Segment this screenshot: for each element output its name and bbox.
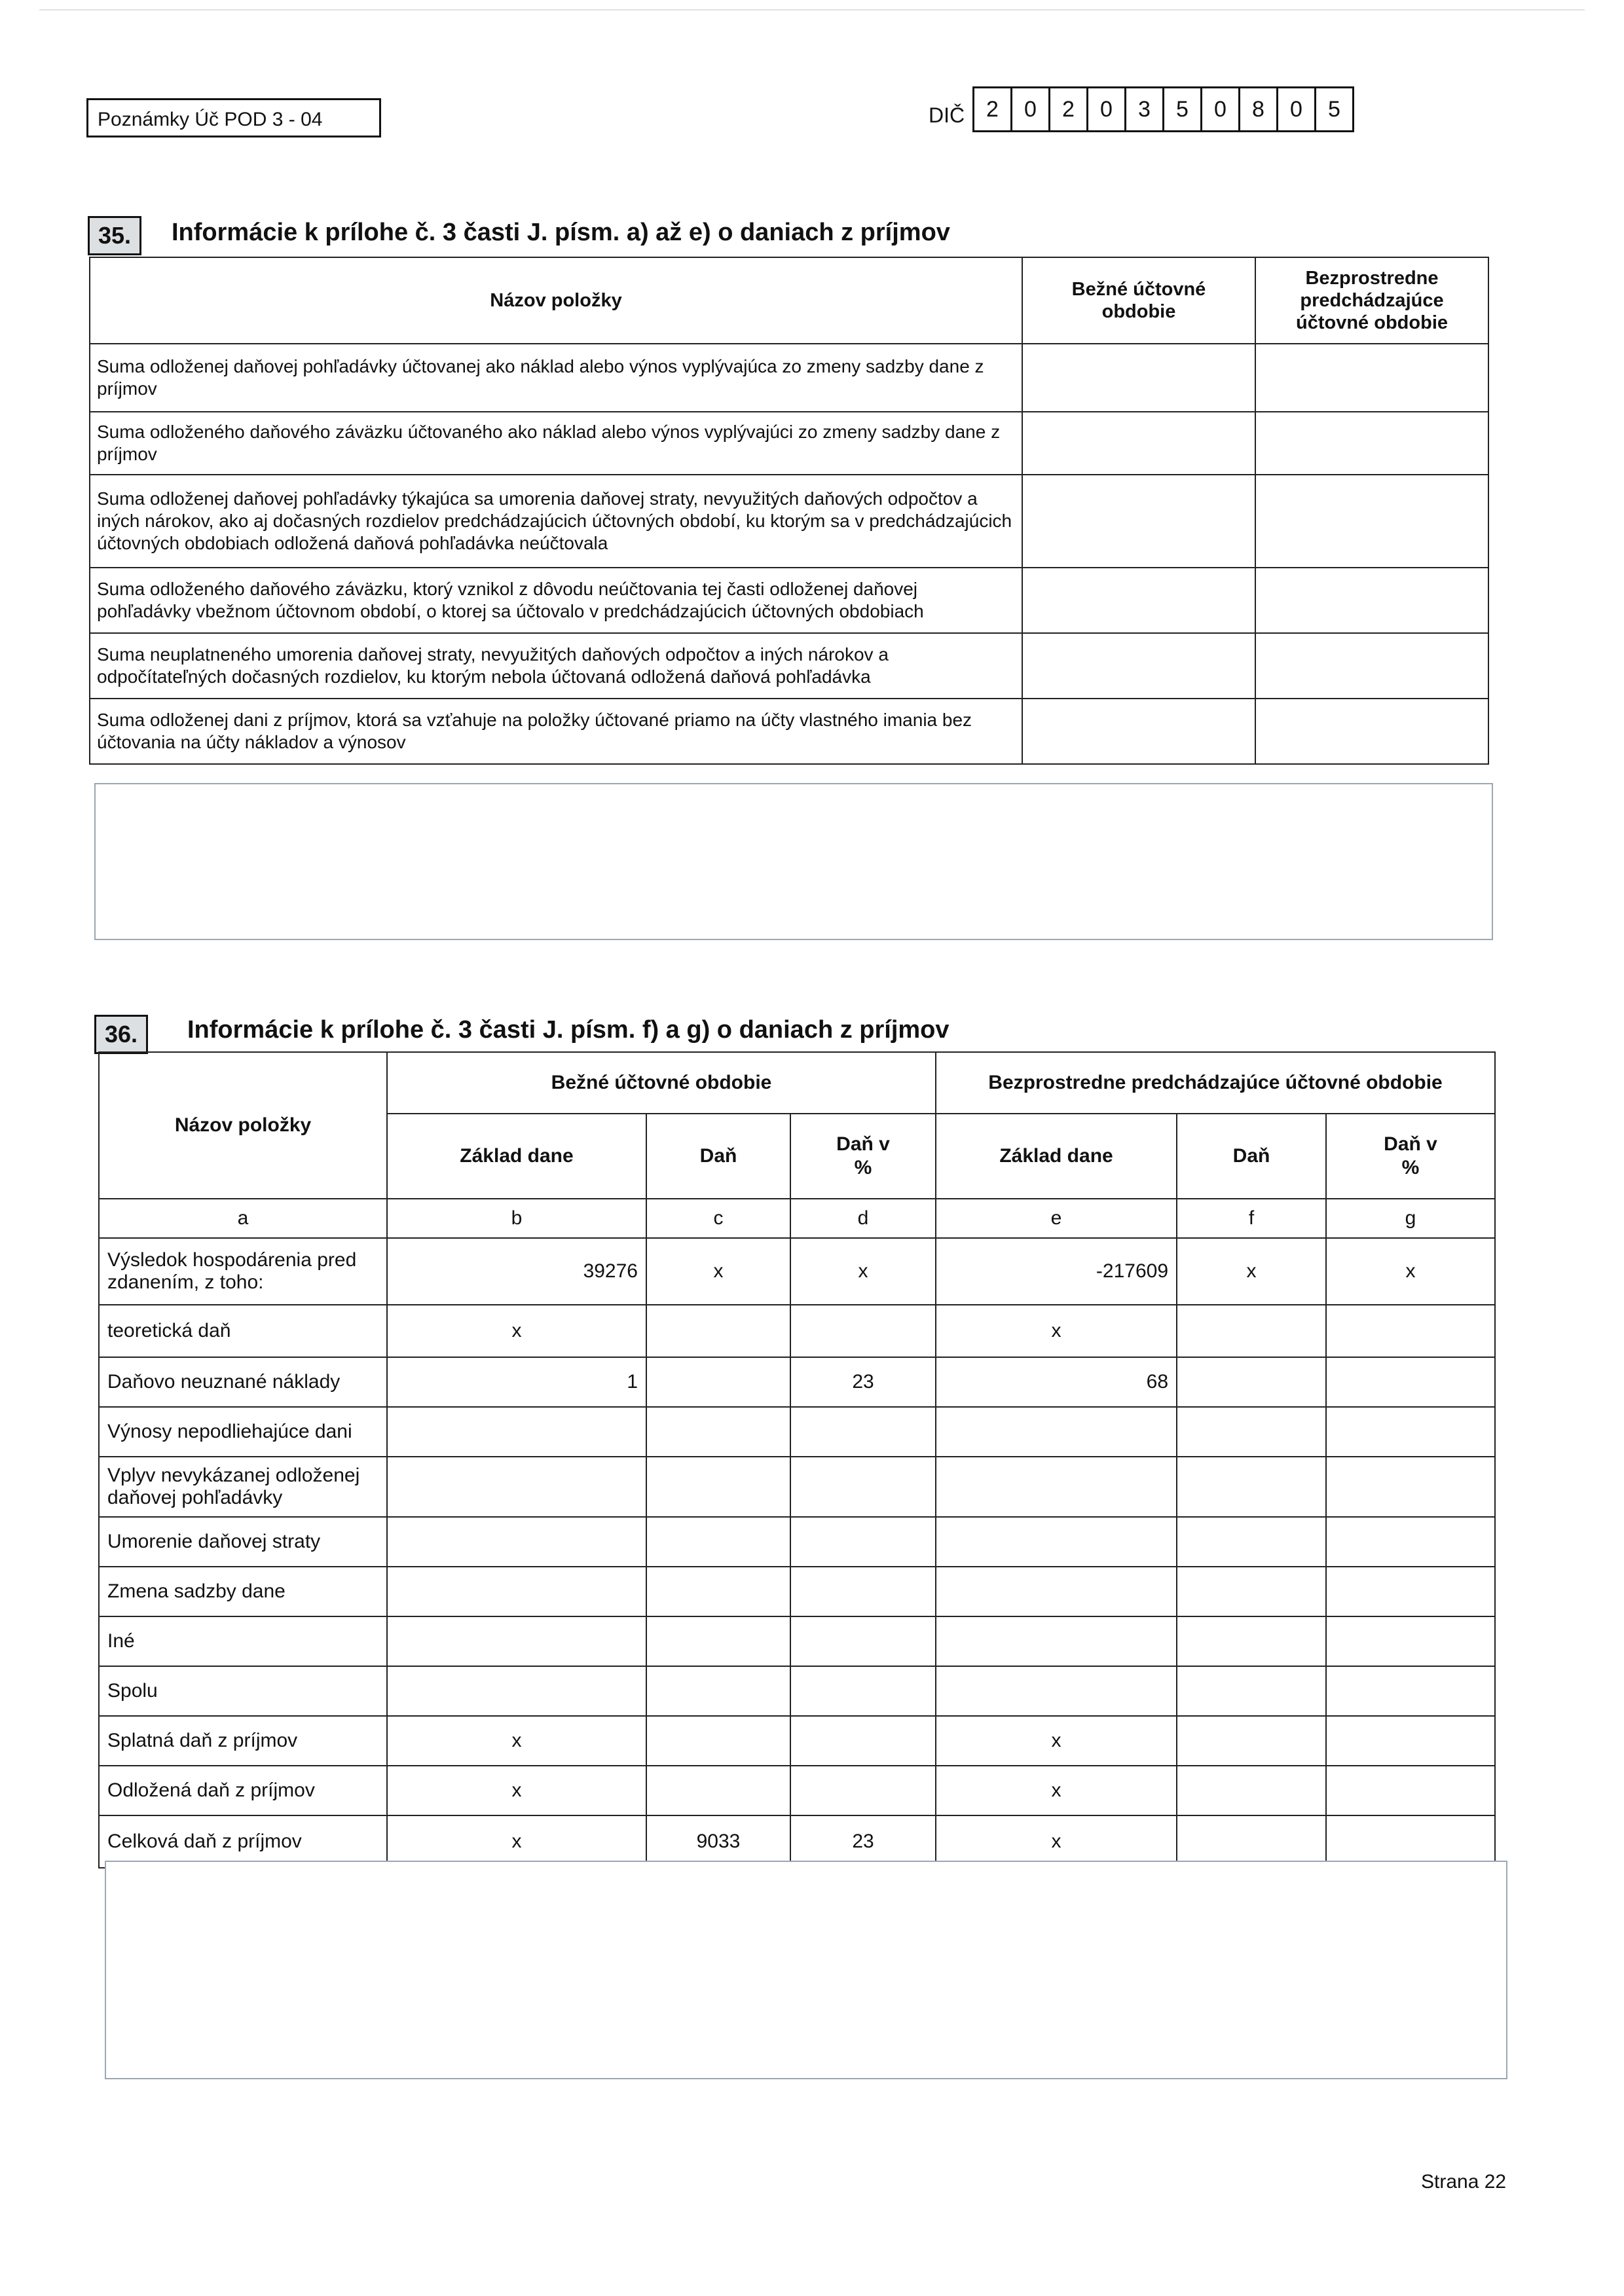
dic-digit: 0 [1010, 86, 1050, 132]
current-tax-pct-cell[interactable] [790, 1305, 936, 1357]
previous-base-cell[interactable] [936, 1666, 1177, 1716]
section-35-title: Informácie k prílohe č. 3 časti J. písm. a) až e) o daniach z príjmov [172, 219, 950, 246]
previous-base-cell[interactable] [936, 1457, 1177, 1517]
current-tax-cell[interactable] [646, 1517, 790, 1567]
current-tax-pct-cell[interactable] [790, 1567, 936, 1616]
current-tax-pct-cell[interactable] [790, 1616, 936, 1666]
current-tax-cell[interactable] [646, 1766, 790, 1815]
current-tax-cell[interactable] [646, 1567, 790, 1616]
row-label: Suma neuplatneného umorenia daňovej straty, nevyužitých daňových odpočtov a iných nárokov a odpočítateľných dočasných rozdielov, ku ktorým nebola účtovaná odložená daňová pohľadávka [90, 633, 1022, 699]
col-header-base: Základ dane [936, 1114, 1177, 1199]
current-tax-cell[interactable] [646, 1357, 790, 1407]
previous-tax-cell[interactable] [1177, 1716, 1326, 1766]
current-tax-pct-cell[interactable] [790, 1716, 936, 1766]
current-base-cell[interactable]: x [387, 1815, 646, 1868]
current-tax-cell[interactable]: 9033 [646, 1815, 790, 1868]
previous-tax-pct-cell[interactable] [1326, 1666, 1495, 1716]
section-36-notes-box[interactable] [105, 1861, 1507, 2079]
row-label: Odložená daň z príjmov [99, 1766, 387, 1815]
current-tax-pct-cell[interactable]: 23 [790, 1815, 936, 1868]
previous-tax-cell[interactable] [1177, 1616, 1326, 1666]
row-label: Umorenie daňovej straty [99, 1517, 387, 1567]
current-tax-pct-cell[interactable]: 23 [790, 1357, 936, 1407]
previous-base-cell[interactable] [936, 1407, 1177, 1457]
current-base-cell[interactable]: x [387, 1716, 646, 1766]
current-base-cell[interactable]: 39276 [387, 1238, 646, 1305]
dic-number-boxes [974, 86, 1354, 132]
previous-tax-cell[interactable] [1177, 1407, 1326, 1457]
row-label: Celková daň z príjmov [99, 1815, 387, 1868]
row-label: Suma odloženej daňovej pohľadávky týkajúca sa umorenia daňovej straty, nevyužitých daňových odpočtov a iných nárokov, ako aj dočasných rozdielov predchádzajúcich účtovných období, ku ktorým sa v predchádzajúcich účtovných obdobiach odložená daňová pohľadávka neúčtovala [90, 475, 1022, 568]
row-label: Vplyv nevykázanej odloženej daňovej pohľadávky [99, 1457, 387, 1517]
current-tax-cell[interactable] [646, 1407, 790, 1457]
dic-digit: 0 [1086, 86, 1126, 132]
current-tax-pct-cell[interactable] [790, 1517, 936, 1567]
row-label: Výsledok hospodárenia pred zdanením, z toho: [99, 1238, 387, 1305]
current-tax-pct-cell[interactable] [790, 1457, 936, 1517]
previous-tax-pct-cell[interactable] [1326, 1305, 1495, 1357]
current-base-cell[interactable]: x [387, 1766, 646, 1815]
current-tax-cell[interactable] [646, 1666, 790, 1716]
col-letter: a [99, 1199, 387, 1238]
row-label: Spolu [99, 1666, 387, 1716]
current-base-cell[interactable] [387, 1666, 646, 1716]
section-35-number: 35. [88, 216, 141, 255]
col-header-tax: Daň [646, 1114, 790, 1199]
previous-tax-cell[interactable] [1177, 1305, 1326, 1357]
previous-tax-pct-cell[interactable] [1326, 1766, 1495, 1815]
section-36-title: Informácie k prílohe č. 3 časti J. písm. f) a g) o daniach z príjmov [187, 1016, 950, 1044]
current-value-cell[interactable] [1022, 412, 1255, 475]
col-letter: b [387, 1199, 646, 1238]
previous-base-cell[interactable]: 68 [936, 1357, 1177, 1407]
current-base-cell[interactable] [387, 1457, 646, 1517]
previous-tax-pct-cell[interactable] [1326, 1407, 1495, 1457]
current-base-cell[interactable] [387, 1567, 646, 1616]
current-tax-pct-cell[interactable] [790, 1407, 936, 1457]
row-label: Daňovo neuznané náklady [99, 1357, 387, 1407]
row-label: Suma odloženej daňovej pohľadávky účtovanej ako náklad alebo výnos vyplývajúca zo zmeny sadzby dane z príjmov [90, 344, 1022, 412]
col-header-current: Bežné účtovné obdobie [387, 1052, 936, 1114]
dic-digit: 8 [1238, 86, 1278, 132]
previous-base-cell[interactable]: x [936, 1815, 1177, 1868]
dic-digit: 0 [1200, 86, 1240, 132]
current-value-cell[interactable] [1022, 344, 1255, 412]
previous-tax-cell[interactable] [1177, 1357, 1326, 1407]
previous-tax-pct-cell[interactable] [1326, 1567, 1495, 1616]
current-tax-cell[interactable] [646, 1457, 790, 1517]
col-header-tax-pct: Daň v % [1326, 1114, 1495, 1199]
previous-tax-cell[interactable] [1177, 1666, 1326, 1716]
previous-base-cell[interactable] [936, 1517, 1177, 1567]
current-value-cell[interactable] [1022, 633, 1255, 699]
col-letter: e [936, 1199, 1177, 1238]
previous-tax-cell[interactable] [1177, 1457, 1326, 1517]
current-base-cell[interactable]: 1 [387, 1357, 646, 1407]
current-tax-cell[interactable] [646, 1616, 790, 1666]
current-base-cell[interactable] [387, 1616, 646, 1666]
previous-tax-pct-cell[interactable] [1326, 1517, 1495, 1567]
col-letter: g [1326, 1199, 1495, 1238]
col-header-previous: Bezprostredne predchádzajúce účtovné obdobie [936, 1052, 1495, 1114]
section-35-table [89, 257, 1489, 765]
current-tax-pct-cell[interactable]: x [790, 1238, 936, 1305]
previous-tax-pct-cell[interactable] [1326, 1716, 1495, 1766]
col-header-name: Názov položky [99, 1052, 387, 1199]
current-value-cell[interactable] [1022, 568, 1255, 633]
previous-value-cell[interactable] [1255, 344, 1488, 412]
col-letter: c [646, 1199, 790, 1238]
form-code-box: Poznámky Úč POD 3 - 04 [86, 98, 381, 137]
col-header-previous: Bezprostredne predchádzajúce účtovné obdobie [1255, 257, 1488, 344]
section-35-notes-box[interactable] [94, 783, 1493, 940]
previous-base-cell[interactable] [936, 1567, 1177, 1616]
row-label: teoretická daň [99, 1305, 387, 1357]
previous-tax-cell[interactable] [1177, 1567, 1326, 1616]
dic-digit: 3 [1124, 86, 1164, 132]
dic-digit: 0 [1276, 86, 1316, 132]
col-letter: d [790, 1199, 936, 1238]
row-label: Suma odloženej dani z príjmov, ktorá sa vzťahuje na položky účtované priamo na účty vlastného imania bez účtovania na účty nákladov a výnosov [90, 699, 1022, 764]
section-36-number: 36. [94, 1015, 148, 1054]
col-header-base: Základ dane [387, 1114, 646, 1199]
current-tax-cell[interactable]: x [646, 1238, 790, 1305]
col-header-name: Názov položky [90, 257, 1022, 344]
previous-value-cell[interactable] [1255, 699, 1488, 764]
row-label: Suma odloženého daňového záväzku účtovaného ako náklad alebo výnos vyplývajúci zo zmeny sadzby dane z príjmov [90, 412, 1022, 475]
previous-base-cell[interactable]: x [936, 1716, 1177, 1766]
col-letter: f [1177, 1199, 1326, 1238]
section-36-table [98, 1051, 1496, 1868]
row-label: Suma odloženého daňového záväzku, ktorý vznikol z dôvodu neúčtovania tej časti odloženej daňovej pohľadávky vbežnom účtovnom období, o ktorej sa účtovalo v predchádzajúcich účtovných obdobiach [90, 568, 1022, 633]
previous-tax-pct-cell[interactable]: x [1326, 1238, 1495, 1305]
row-label: Splatná daň z príjmov [99, 1716, 387, 1766]
current-base-cell[interactable] [387, 1407, 646, 1457]
row-label: Výnosy nepodliehajúce dani [99, 1407, 387, 1457]
dic-digit: 2 [1048, 86, 1088, 132]
current-tax-cell[interactable] [646, 1305, 790, 1357]
previous-tax-pct-cell[interactable] [1326, 1457, 1495, 1517]
row-label: Iné [99, 1616, 387, 1666]
previous-value-cell[interactable] [1255, 475, 1488, 568]
dic-digit: 2 [972, 86, 1012, 132]
previous-tax-cell[interactable]: x [1177, 1238, 1326, 1305]
previous-tax-pct-cell[interactable] [1326, 1357, 1495, 1407]
dic-label: DIČ [929, 103, 965, 127]
previous-value-cell[interactable] [1255, 568, 1488, 633]
page-number: Strana 22 [1421, 2171, 1507, 2193]
col-header-tax: Daň [1177, 1114, 1326, 1199]
col-header-current: Bežné účtovné obdobie [1022, 257, 1255, 344]
previous-base-cell[interactable] [936, 1616, 1177, 1666]
previous-tax-cell[interactable] [1177, 1815, 1326, 1868]
scan-edge-line [39, 9, 1585, 10]
col-header-tax-pct: Daň v % [790, 1114, 936, 1199]
previous-base-cell[interactable]: -217609 [936, 1238, 1177, 1305]
current-base-cell[interactable] [387, 1517, 646, 1567]
previous-value-cell[interactable] [1255, 633, 1488, 699]
previous-base-cell[interactable]: x [936, 1766, 1177, 1815]
previous-tax-cell[interactable] [1177, 1517, 1326, 1567]
current-tax-cell[interactable] [646, 1716, 790, 1766]
previous-tax-pct-cell[interactable] [1326, 1616, 1495, 1666]
previous-tax-cell[interactable] [1177, 1766, 1326, 1815]
previous-value-cell[interactable] [1255, 412, 1488, 475]
current-tax-pct-cell[interactable] [790, 1766, 936, 1815]
row-label: Zmena sadzby dane [99, 1567, 387, 1616]
previous-tax-pct-cell[interactable] [1326, 1815, 1495, 1868]
current-value-cell[interactable] [1022, 475, 1255, 568]
dic-digit: 5 [1162, 86, 1202, 132]
previous-base-cell[interactable]: x [936, 1305, 1177, 1357]
dic-digit: 5 [1314, 86, 1354, 132]
current-tax-pct-cell[interactable] [790, 1666, 936, 1716]
current-base-cell[interactable]: x [387, 1305, 646, 1357]
current-value-cell[interactable] [1022, 699, 1255, 764]
